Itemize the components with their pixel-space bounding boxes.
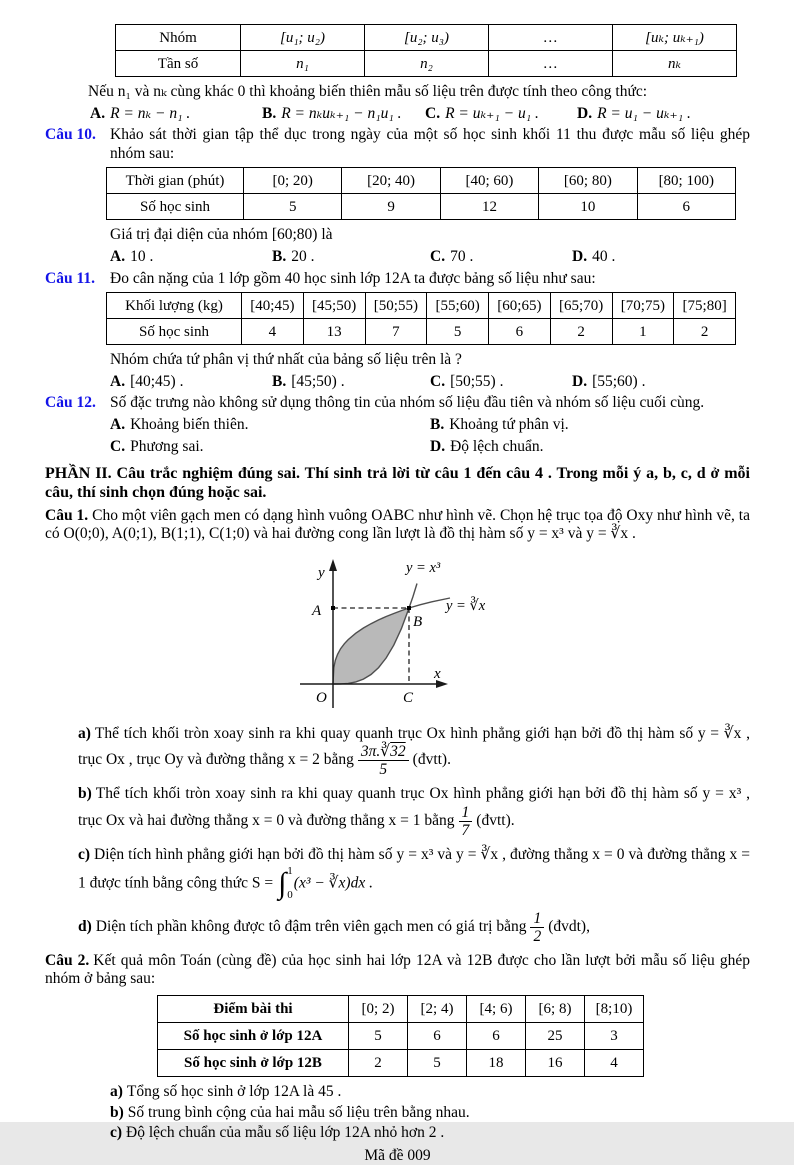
- option-b: B. Khoảng tứ phân vị.: [430, 415, 569, 433]
- table-cell: Số học sinh: [107, 319, 242, 345]
- table-cell: 6: [489, 319, 551, 345]
- question-12-options-row1: [110, 416, 750, 435]
- table-cell: [50;55): [365, 293, 427, 319]
- table-cell: 2: [349, 1049, 408, 1076]
- table-row: [158, 1049, 644, 1076]
- table-cell: [60;65): [489, 293, 551, 319]
- point-b-label: B: [413, 613, 423, 630]
- option-a: A. 10 .: [110, 247, 154, 265]
- point-b-marker: [407, 606, 411, 610]
- table-cell: [55;60): [427, 293, 489, 319]
- table-cell: Thời gian (phút): [107, 168, 244, 194]
- table-cell: Số học sinh ở lớp 12B: [158, 1049, 349, 1076]
- option-b: B. R = nₖuₖ₊₁ − n₁u₁ .: [262, 104, 402, 122]
- c1-text: Cho một viên gạch men có dạng hình vuông OABC như hình vẽ. Chọn hệ trục tọa độ Oxy như hình vẽ, ta có O(0;0), A(0;1), B(1;1), C(1;0) và hai đường cong lần lượt là đồ thị hàm số y = x³ và y = ∛x .: [45, 506, 750, 543]
- table-cell: [8;10): [585, 995, 644, 1022]
- table-cell: [4; 6): [467, 995, 526, 1022]
- integral-lower-limit: 0: [287, 889, 293, 902]
- table-cell: 7: [365, 319, 427, 345]
- table-cell: [40;45): [242, 293, 304, 319]
- table-cell: [u₂; u₃): [365, 25, 489, 51]
- point-c-label: C: [403, 689, 414, 706]
- option-a: A. Khoảng biến thiên.: [110, 415, 249, 433]
- table-cell: 5: [349, 1022, 408, 1049]
- option-a: A. R = nₖ − n₁ .: [90, 104, 191, 122]
- question-11-text: Đo cân nặng của 1 lớp gồm 40 học sinh lớp 12A ta được bảng số liệu như sau:: [110, 269, 596, 287]
- table-cell: Nhóm: [116, 25, 241, 51]
- question-10-text: Khảo sát thời gian tập thể dục trong ngày của một số học sinh khối 11 thu được mẫu số liệu ghép nhóm sau:: [110, 126, 750, 162]
- table-row: [107, 194, 736, 220]
- table-cell: 5: [427, 319, 489, 345]
- intro-options: [90, 105, 750, 124]
- c2-item-a: a) Tổng số học sinh ở lớp 12A là 45 .: [110, 1082, 342, 1100]
- table-cell: Khối lượng (kg): [107, 293, 242, 319]
- intro-text: Nếu n₁ và nₖ cùng khác 0 thì khoảng biến thiên mẫu số liệu trên được tính theo công thức:: [88, 83, 648, 100]
- shaded-region: [333, 608, 409, 684]
- table-row: [116, 25, 737, 51]
- c1-item-d: d) Diện tích phần không được tô đậm trên viên gạch men có giá trị bằng $\frac{1}{2}$ (đvdt),: [78, 909, 590, 945]
- table-cell: n₁: [241, 51, 365, 77]
- question-10-table: [106, 167, 736, 220]
- option-d: D. [55;60) .: [572, 372, 646, 390]
- exam-code: Mã đề 009: [364, 1146, 431, 1164]
- question-12: [45, 394, 750, 413]
- c2-item-c: c) Độ lệch chuẩn của mẫu số liệu lớp 12A nhỏ hơn 2 .: [110, 1124, 445, 1142]
- y-axis-arrow: [329, 559, 337, 571]
- c1-item-c: c) Diện tích hình phẳng giới hạn bởi đồ thị hàm số y = x³ và y = ∛x , đường thẳng x = 0 và đường thẳng x = 1 được tính bằng công thức S = ∫ 1 0 (x³ − ∛x)dx .: [78, 846, 750, 902]
- c2-statement: [45, 952, 750, 989]
- table-cell: 12: [440, 194, 538, 220]
- question-12-text: Số đặc trưng nào không sử dụng thông tin của nhóm số liệu đầu tiên và nhóm số liệu cuối cùng.: [110, 394, 705, 412]
- table-cell: …: [489, 25, 613, 51]
- option-b: B. [45;50) .: [272, 372, 345, 390]
- table-cell: [45;50): [303, 293, 365, 319]
- table-cell: 10: [539, 194, 637, 220]
- table-cell: [40; 60): [440, 168, 538, 194]
- table-cell: [uₖ; uₖ₊₁): [613, 25, 737, 51]
- table-cell: 13: [303, 319, 365, 345]
- table-cell: 25: [526, 1022, 585, 1049]
- question-10: [45, 126, 750, 163]
- option-d: D. R = u₁ − uₖ₊₁ .: [577, 104, 691, 122]
- integral: [278, 865, 293, 903]
- question-12-options-row2: [110, 438, 750, 457]
- question-10-options: [110, 248, 750, 267]
- part2-heading: PHẦN II. Câu trắc nghiệm đúng sai. Thí sinh trả lời từ câu 1 đến câu 4 . Trong mỗi ý a, b, c, d ở mỗi câu, thí sinh chọn đúng hoặc sai.: [45, 465, 750, 502]
- point-a-marker: [331, 606, 335, 610]
- question-11-question: Nhóm chứa tứ phân vị thứ nhất của bảng số liệu trên là ?: [110, 351, 462, 369]
- table-cell: 2: [674, 319, 736, 345]
- question-10-label: Câu 10.: [45, 126, 96, 144]
- c2-item-b: b) Số trung bình cộng của hai mẫu số liệu trên bằng nhau.: [110, 1103, 470, 1121]
- table-cell: 18: [467, 1049, 526, 1076]
- table-cell: 4: [242, 319, 304, 345]
- table-row: [116, 51, 737, 77]
- table-cell: …: [489, 51, 613, 77]
- table-cell: [60; 80): [539, 168, 637, 194]
- table-cell: nₖ: [613, 51, 737, 77]
- table-cell: Số học sinh ở lớp 12A: [158, 1022, 349, 1049]
- table-cell: Số học sinh: [107, 194, 244, 220]
- table-cell: [75;80]: [674, 293, 736, 319]
- curve1-equation-label: y = x³: [406, 559, 441, 576]
- table-row: [158, 1022, 644, 1049]
- option-c: C. 70 .: [430, 247, 474, 265]
- integral-upper-limit: 1: [287, 864, 293, 877]
- table-cell: [65;70): [550, 293, 612, 319]
- fraction: $\frac{1}{7}$: [459, 804, 473, 839]
- c2-score-table: [157, 995, 644, 1077]
- origin-label: O: [316, 689, 327, 706]
- table-cell: [6; 8): [526, 995, 585, 1022]
- fraction: $\frac{1}{2}$: [530, 910, 544, 945]
- table-cell: 6: [637, 194, 735, 220]
- table-cell: 6: [467, 1022, 526, 1049]
- table-cell: [0; 20): [244, 168, 342, 194]
- cube-root-sign: ∛: [380, 743, 391, 761]
- question-12-label: Câu 12.: [45, 394, 96, 412]
- table-cell: [80; 100): [637, 168, 735, 194]
- table-cell: [0; 2): [349, 995, 408, 1022]
- x-axis-label: x: [434, 665, 441, 682]
- table-cell: [20; 40): [342, 168, 440, 194]
- option-c: C. Phương sai.: [110, 437, 204, 455]
- table-cell: 9: [342, 194, 440, 220]
- table-cell: [70;75): [612, 293, 674, 319]
- c1-item-b: b) Thể tích khối tròn xoay sinh ra khi quay quanh trục Ox hình phẳng giới hạn bởi đồ thị hàm số y = x³ , trục Ox và hai đường thẳng x = 0 và đường thẳng x = 1 bằng $\frac{1}{7}$ (đvtt).: [78, 785, 750, 840]
- table-row: [107, 319, 736, 345]
- question-11-options: [110, 373, 750, 392]
- c1-statement: [45, 507, 750, 544]
- figure-svg: [278, 550, 518, 718]
- table-cell: 3: [585, 1022, 644, 1049]
- table-row: [107, 293, 736, 319]
- table-cell: Điểm bài thi: [158, 995, 349, 1022]
- integral-sign: ∫: [278, 866, 287, 900]
- tile-figure: [278, 550, 518, 718]
- c1-label: Câu 1.: [45, 506, 89, 524]
- table-cell: 1: [612, 319, 674, 345]
- table-cell: 5: [244, 194, 342, 220]
- c2-text: Kết quả môn Toán (cùng đề) của học sinh hai lớp 12A và 12B được cho lần lượt bởi mẫu số liệu ghép nhóm ở bảng sau:: [45, 951, 750, 988]
- y-axis-label: y: [318, 564, 325, 581]
- c2-label: Câu 2.: [45, 951, 90, 969]
- option-a: A. [40;45) .: [110, 372, 184, 390]
- question-11-table: [106, 292, 736, 345]
- question-11: [45, 270, 750, 289]
- table-cell: [2; 4): [408, 995, 467, 1022]
- table-cell: [u₁; u₂): [241, 25, 365, 51]
- question-11-label: Câu 11.: [45, 269, 95, 287]
- question-10-question: Giá trị đại diện của nhóm [60;80) là: [110, 226, 333, 244]
- table-cell: 2: [550, 319, 612, 345]
- option-d: D. 40 .: [572, 247, 616, 265]
- frequency-definition-table: [115, 24, 737, 77]
- fraction: $\frac{3\pi.∛32}{5}$: [358, 743, 409, 778]
- option-b: B. 20 .: [272, 247, 315, 265]
- table-cell: 4: [585, 1049, 644, 1076]
- point-a-label: A: [312, 602, 322, 619]
- c1-item-a: a) Thể tích khối tròn xoay sinh ra khi quay quanh trục Ox hình phẳng giới hạn bởi đồ thị hàm số y = ∛x , trục Ox , trục Oy và đường thẳng x = 2 bằng $\frac{3\pi.∛32}{5}$ (đvtt).: [78, 724, 750, 779]
- table-cell: Tần số: [116, 51, 241, 77]
- option-c: C. [50;55) .: [430, 372, 504, 390]
- table-cell: n₂: [365, 51, 489, 77]
- option-d: D. Độ lệch chuẩn.: [430, 437, 544, 455]
- option-c: C. R = uₖ₊₁ − u₁ .: [425, 104, 539, 122]
- curve2-equation-label: y = ∛x: [446, 597, 486, 614]
- table-row: [107, 168, 736, 194]
- table-cell: 6: [408, 1022, 467, 1049]
- table-row: [158, 995, 644, 1022]
- table-cell: 16: [526, 1049, 585, 1076]
- table-cell: 5: [408, 1049, 467, 1076]
